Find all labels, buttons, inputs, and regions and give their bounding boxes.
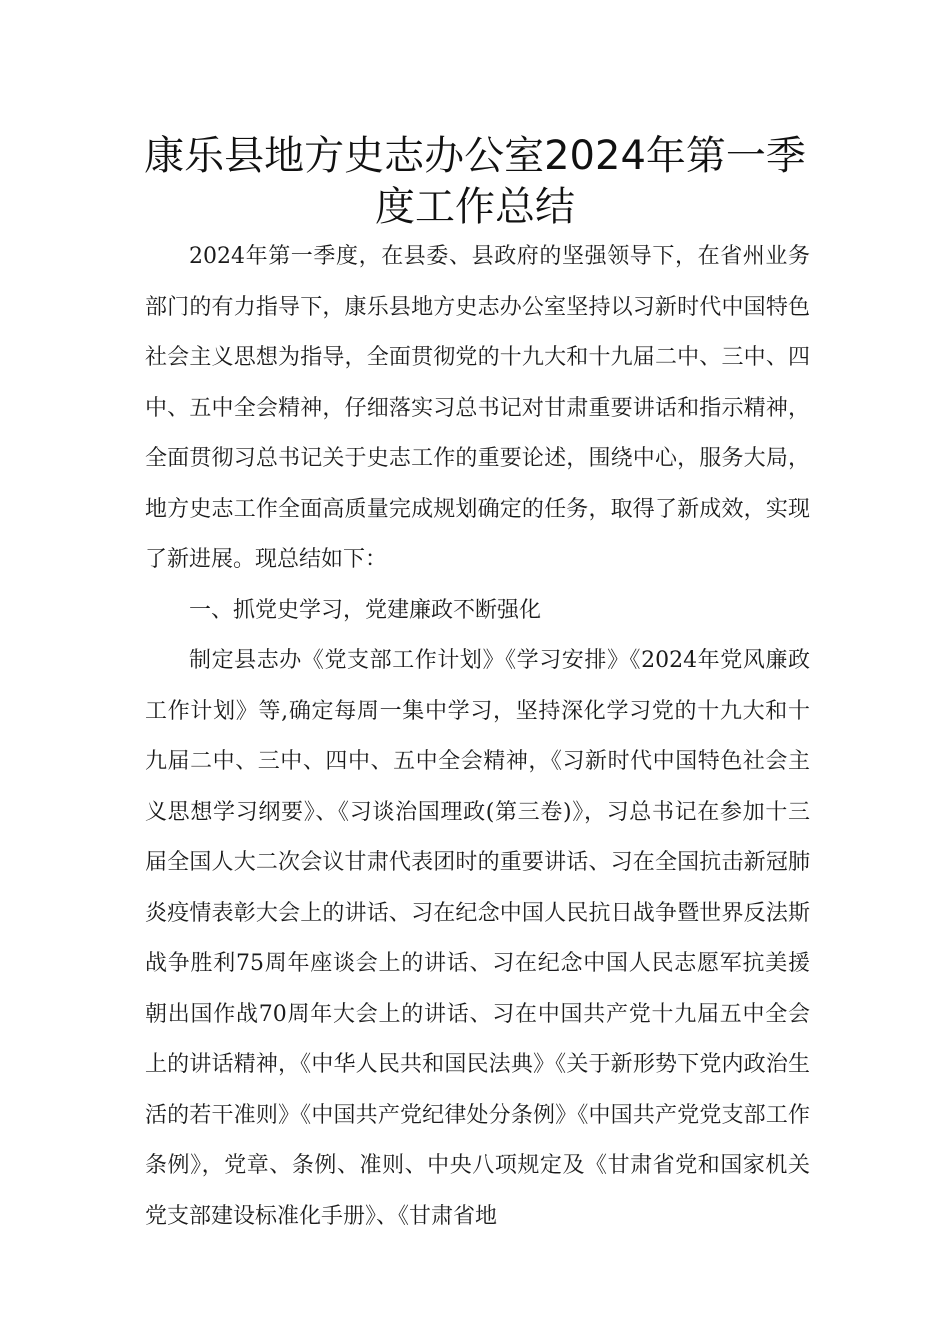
document-title-line-1: 康乐县地方史志办公室2024年第一季: [144, 133, 806, 179]
intro-paragraph: 2024年第一季度，在县委、县政府的坚强领导下，在省州业务部门的有力指导下，康乐县地方史志办公室坚持以习新时代中国特色社会主义思想为指导，全面贯彻党的十九大和十九届二中、三中、四中、五中全会精神，仔细落实习总书记对甘肃重要讲话和指示精神，全面贯彻习总书记关于史志工作的重要论述，围绕中心，服务大局，地方史志工作全面高质量完成规划确定的任务，取得了新成效，实现了新进展。现总结如下：: [145, 244, 810, 572]
section-heading-1: 一、抓党史学习，党建廉政不断强化: [189, 597, 542, 623]
document-body: [145, 232, 810, 1242]
document-title-line-2: 度工作总结: [375, 184, 575, 230]
section-1-paragraph: 制定县志办《党支部工作计划》《学习安排》《2024年党风廉政工作计划》等,确定每周一集中学习，坚持深化学习党的十九大和十九届二中、三中、四中、五中全会精神，《习新时代中国特色社会主义思想学习纲要》、《习谈治国理政(第三卷)》，习总书记在参加十三届全国人大二次会议甘肃代表团时的重要讲话、习在全国抗击新冠肺炎疫情表彰大会上的讲话、习在纪念中国人民抗日战争暨世界反法斯战争胜利75周年座谈会上的讲话、习在纪念中国人民志愿军抗美援朝出国作战70周年大会上的讲话、习在中国共产党十九届五中全会上的讲话精神，《中华人民共和国民法典》《关于新形势下党内政治生活的若干准则》《中国共产党纪律处分条例》《中国共产党党支部工作条例》，党章、条例、准则、中央八项规定及《甘肃省党和国家机关党支部建设标准化手册》、《甘肃省地: [145, 648, 810, 1229]
